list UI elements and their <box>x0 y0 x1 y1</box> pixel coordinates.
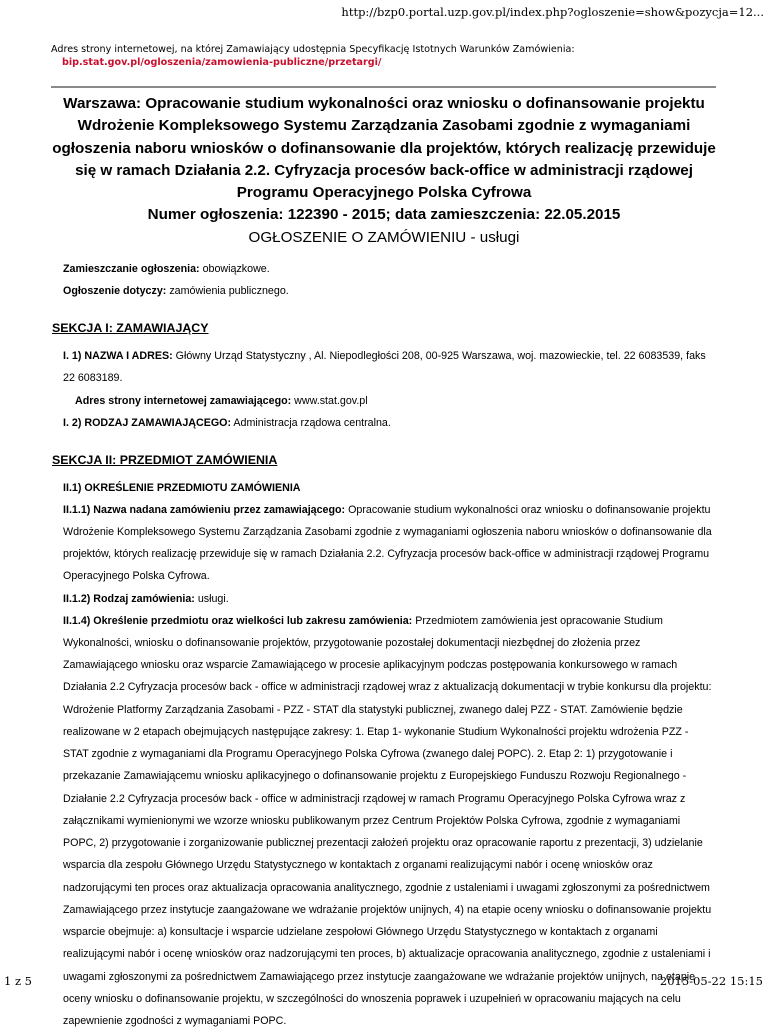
order-kind-row <box>52 588 716 610</box>
order-scope-label: II.1.4) Określenie przedmiotu oraz wielkości lub zakresu zamówienia: <box>63 615 412 627</box>
siwz-address-link[interactable]: bip.stat.gov.pl/ogloszenia/zamowienia-publiczne/przetargi/ <box>62 56 575 69</box>
section-1-name-address <box>52 345 716 390</box>
notice-content <box>52 258 716 1032</box>
order-name-label: II.1.1) Nazwa nadana zamówieniu przez zamawiającego: <box>63 504 345 516</box>
contracting-type-label: I. 2) RODZAJ ZAMAWIAJĄCEGO: <box>63 417 231 429</box>
concerns-label: Ogłoszenie dotyczy: <box>63 285 166 297</box>
section-1-heading: SEKCJA I: ZAMAWIAJĄCY <box>52 319 716 337</box>
website-label: Adres strony internetowej zamawiającego: <box>75 395 291 407</box>
print-header-url: http://bzp0.portal.uzp.gov.pl/index.php?ogloszenie=show&pozycja=12... <box>341 5 764 19</box>
siwz-address-note <box>51 43 575 69</box>
siwz-address-label: Adres strony internetowej, na której Zamawiający udostępnia Specyfikację Istotnych Warunków Zamówienia: <box>51 44 575 55</box>
concerns-value: zamówienia publicznego. <box>166 285 288 297</box>
order-name-row <box>52 499 716 588</box>
order-scope-row <box>52 610 716 1032</box>
website-value: www.stat.gov.pl <box>291 395 367 407</box>
order-kind-value: usługi. <box>195 593 229 605</box>
section-2-heading: SEKCJA II: PRZEDMIOT ZAMÓWIENIA <box>52 451 716 469</box>
notice-title-block <box>52 93 716 249</box>
print-page-number: 1 z 5 <box>4 974 32 988</box>
concerns-row <box>52 280 716 302</box>
placement-label: Zamieszczanie ogłoszenia: <box>63 263 200 275</box>
website-row <box>52 390 716 412</box>
order-scope-value: Przedmiotem zamówienia jest opracowanie Studium Wykonalności, wniosku o dofinansowanie projektów, przygotowanie pozostałej dokumentacji niezbędnej do złożenia przez Zamawiającego wniosku oraz wsparcie Zamawiającego w procesie aplikacyjnym podczas postępowania konkursowego w ramach Działania 2.2 Cyfryzacja procesów back - office w administracji rządowej wraz z aktualizacją dokumentacji w trybie konkursu dla projektu: Wdrożenie Platformy Zarządzania Zasobami - PZZ - STAT dla statystyki publicznej, zwanego dalej PZZ - STAT. Zamówienie będzie realizowane w 2 etapach obejmujących następujące zakresy: 1. Etap 1- wykonanie Studium Wykonalności projektu wdrożenia PZZ - STAT zgodnie z wymaganiami dla Programu Operacyjnego Polska Cyfrowa (zwanego dalej POPC). 2. Etap 2: 1) przygotowanie i przekazanie Zamawiającemu wniosku aplikacyjnego o dofinansowanie projektu z Europejskiego Funduszu Rozwoju Regionalnego - Działanie 2.2 Cyfryzacja procesów back - office w administracji rządowej w ramach Programu Operacyjnego Polska Cyfrowa wraz z załącznikami wymienionymi we wzorze wniosku publikowanym przez Centrum Projektów Polska Cyfrowa, zgodnie z wymaganiami POPC, 2) przygotowanie i zorganizowanie publicznej prezentacji założeń projektu oraz opracowanie raportu z prezentacji, 3) udzielanie wsparcia dla zespołu Głównego Urzędu Statystycznego w kontaktach z organami realizującymi nabór i ocenę wniosków oraz nadzorującymi ten proces oraz aktualizacja opracowania analitycznego, zgodnie z ustaleniami i uwagami zgłoszonymi za pośrednictwem Zamawiającego przez instytucje zaangażowane we wdrażanie projektów unijnych, 4) na etapie oceny wniosku o dofinansowanie projektu wsparcie obejmuje: a) konsultacje i wsparcie udzielane zespołowi Głównego Urzędu Statystycznego w kontaktach z organami realizującymi nabór i ocenę wniosków oraz nadzorującymi ten proces, b) aktualizacje opracowania analitycznego, zgodnie z ustaleniami i uwagami zgłoszonymi za pośrednictwem Zamawiającego przez instytucje zaangażowane we wdrażanie projektów unijnych, na etapie oceny wniosku o dofinansowanie projektu, w szczególności do wnoszenia poprawek i uzupełnień w opracowaniu mających na celu zapewnienie zgodności z wymaganiami POPC. <box>63 615 711 1028</box>
name-address-label: I. 1) NAZWA I ADRES: <box>63 350 173 362</box>
notice-type-line: OGŁOSZENIE O ZAMÓWIENIU - usługi <box>52 227 716 249</box>
notice-number-line: Numer ogłoszenia: 122390 - 2015; data zamieszczenia: 22.05.2015 <box>52 204 716 226</box>
placement-row <box>52 258 716 280</box>
name-address-value: Główny Urząd Statystyczny , Al. Niepodległości 208, 00-925 Warszawa, woj. mazowieckie, tel. 22 6083539, faks 22 6083189. <box>63 350 706 384</box>
horizontal-rule <box>51 86 716 88</box>
contracting-type-row <box>52 412 716 434</box>
placement-value: obowiązkowe. <box>200 263 270 275</box>
section-2-subheading: II.1) OKREŚLENIE PRZEDMIOTU ZAMÓWIENIA <box>52 477 716 499</box>
notice-title: Warszawa: Opracowanie studium wykonalności oraz wniosku o dofinansowanie projektu Wdrożenie Kompleksowego Systemu Zarządzania Zasobami zgodnie z wymaganiami ogłoszenia naboru wniosków o dofinansowanie dla projektów, których realizację przewiduje się w ramach Działania 2.2. Cyfryzacja procesów back-office w administracji rządowej Programu Operacyjnego Polska Cyfrowa <box>52 93 716 204</box>
order-kind-label: II.1.2) Rodzaj zamówienia: <box>63 593 195 605</box>
print-datetime: 2015-05-22 15:15 <box>660 974 763 988</box>
order-name-value: Opracowanie studium wykonalności oraz wniosku o dofinansowanie projektu Wdrożenie Kompleksowego Systemu Zarządzania Zasobami zgodnie z wymaganiami ogłoszenia naboru wniosków o dofinansowanie dla projektów, których realizację przewiduje się w ramach Działania 2.2. Cyfryzacja procesów back-office w administracji rządowej Programu Operacyjnego Polska Cyfrowa. <box>63 504 712 583</box>
contracting-type-value: Administracja rządowa centralna. <box>231 417 391 429</box>
